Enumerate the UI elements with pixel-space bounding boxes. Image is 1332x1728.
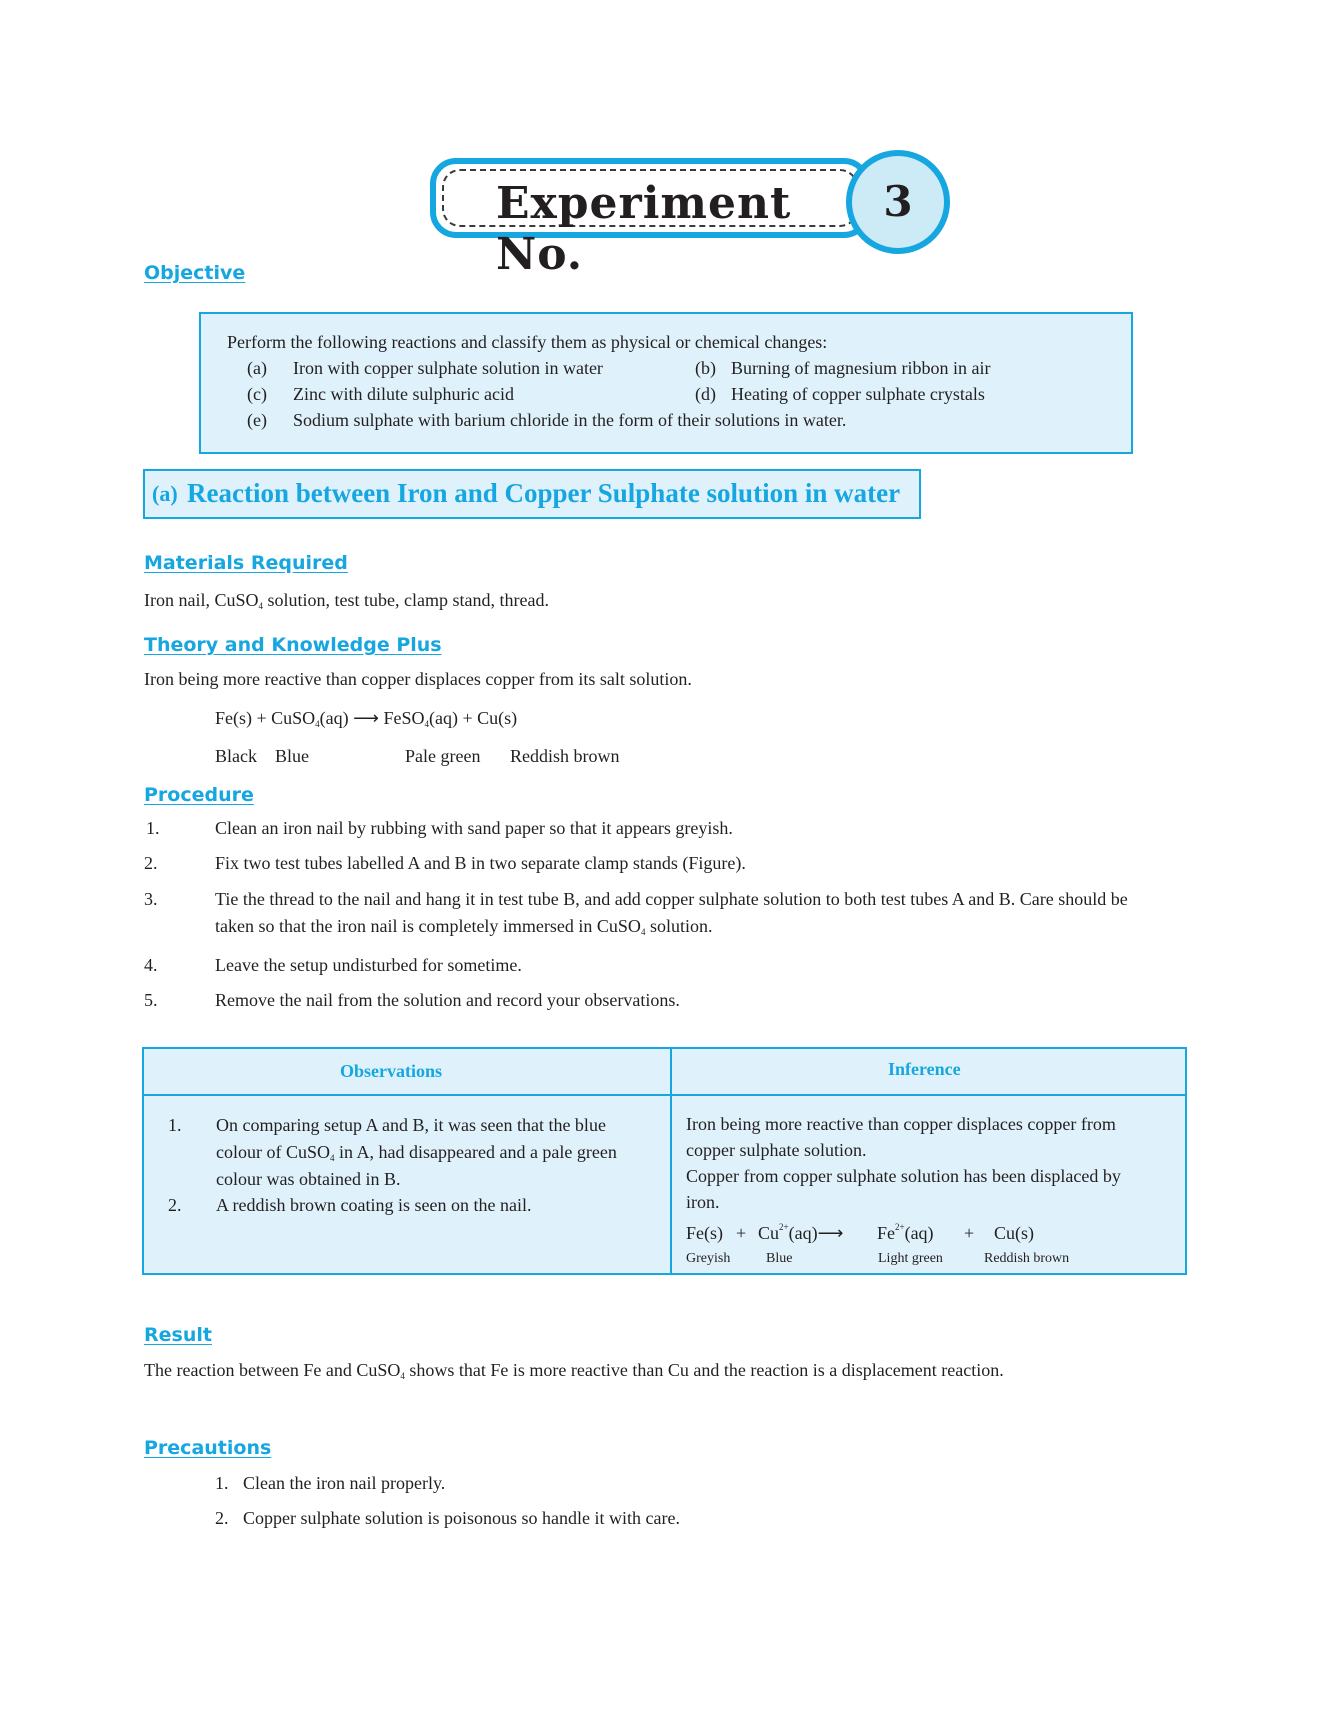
result-heading: Result <box>144 1324 212 1346</box>
result-text <box>144 1360 1004 1381</box>
objective-item-label: (a) <box>247 358 267 378</box>
procedure-step-number: 5. <box>144 990 158 1010</box>
procedure-step-number: 2. <box>144 853 158 873</box>
superscript: 2+ <box>895 1222 905 1232</box>
objective-box <box>199 312 1133 454</box>
text-part: The reaction between Fe and CuSO <box>144 1360 401 1380</box>
procedure-step-text <box>215 916 712 937</box>
objective-item-text: Zinc with dilute sulphuric acid <box>293 384 514 404</box>
inference-text: iron. <box>686 1192 720 1212</box>
objective-item-label: (e) <box>247 410 267 430</box>
text-part: in A, had disappeared and a pale green <box>334 1142 617 1162</box>
objective-intro: Perform the following reactions and classify them as physical or chemical changes: <box>227 332 828 352</box>
observation-number: 1. <box>168 1115 182 1135</box>
procedure-step-text: Remove the nail from the solution and record your observations. <box>215 990 680 1010</box>
objective-item-text: Sodium sulphate with barium chloride in the form of their solutions in water. <box>293 410 847 430</box>
reaction-arrow: ⟶ <box>817 1223 844 1243</box>
observations-table <box>142 1047 1187 1275</box>
text-part: (aq) <box>904 1223 934 1243</box>
text-part: Cu <box>758 1223 780 1243</box>
observation-text: On comparing setup A and B, it was seen that the blue <box>216 1115 606 1135</box>
objective-item-text: Iron with copper sulphate solution in water <box>293 358 603 378</box>
procedure-step-text: Fix two test tubes labelled A and B in two separate clamp stands (Figure). <box>215 853 746 873</box>
objective-item-text: Burning of magnesium ribbon in air <box>731 358 991 378</box>
procedure-step-text: Clean an iron nail by rubbing with sand paper so that it appears greyish. <box>215 818 733 838</box>
procedure-step-text: Leave the setup undisturbed for sometime. <box>215 955 522 975</box>
procedure-step-number: 3. <box>144 889 158 909</box>
objective-item-text: Heating of copper sulphate crystals <box>731 384 985 404</box>
inference-text: Iron being more reactive than copper displaces copper from <box>686 1114 1116 1134</box>
equation-part: (aq) ⟶ FeSO <box>319 708 425 728</box>
equation-label: Reddish brown <box>984 1251 1070 1266</box>
materials-text <box>144 590 549 611</box>
equation-label: Reddish brown <box>510 746 620 766</box>
equation-label: Greyish <box>686 1251 731 1266</box>
inference-text: copper sulphate solution. <box>686 1140 867 1160</box>
text-part: shows that Fe is more reactive than Cu and the reaction is a displacement reaction. <box>404 1360 1004 1380</box>
objective-item-label: (d) <box>695 384 716 404</box>
equation-plus: + <box>964 1223 975 1243</box>
procedure-heading: Procedure <box>144 784 254 806</box>
equation-term <box>758 1223 843 1244</box>
equation-term: Fe(s) <box>686 1223 723 1243</box>
equation-term: Cu(s) <box>994 1223 1034 1243</box>
observation-number: 2. <box>168 1195 182 1215</box>
precautions-heading: Precautions <box>144 1437 272 1459</box>
subscript: 4 <box>315 719 320 729</box>
observation-text: colour was obtained in B. <box>216 1169 401 1189</box>
text-part: taken so that the iron nail is completely immersed in CuSO <box>215 916 641 936</box>
equation-label: Light green <box>878 1251 943 1266</box>
procedure-step-number: 4. <box>144 955 158 975</box>
page-title: Experiment No. <box>496 178 792 280</box>
subscript: 4 <box>330 1153 335 1163</box>
precaution-text: Copper sulphate solution is poisonous so handle it with care. <box>243 1508 680 1528</box>
subscript: 4 <box>424 719 429 729</box>
observation-text: A reddish brown coating is seen on the nail. <box>216 1195 532 1215</box>
section-a-title: Reaction between Iron and Copper Sulphate solution in water <box>187 478 901 508</box>
equation-label: Pale green <box>405 746 481 766</box>
subscript: 4 <box>258 601 263 611</box>
experiment-number-badge: 3 <box>846 150 950 254</box>
text-part: Fe <box>877 1223 895 1243</box>
text-part: colour of CuSO <box>216 1142 330 1162</box>
equation-part: (aq) + Cu(s) <box>428 708 518 728</box>
table-column-divider <box>670 1049 672 1273</box>
table-header-observations: Observations <box>340 1061 443 1081</box>
superscript: 2+ <box>779 1222 789 1232</box>
equation-term <box>877 1223 934 1244</box>
theory-equation <box>215 708 517 729</box>
equation-label: Blue <box>275 746 309 766</box>
procedure-step-number: 1. <box>146 818 160 838</box>
subscript: 4 <box>400 1371 405 1381</box>
title-banner <box>430 158 870 280</box>
equation-label: Black <box>215 746 257 766</box>
theory-text: Iron being more reactive than copper displaces copper from its salt solution. <box>144 669 692 689</box>
precaution-number: 1. <box>215 1473 229 1493</box>
subscript: 4 <box>640 927 646 937</box>
inference-text: Copper from copper sulphate solution has been displaced by <box>686 1166 1121 1186</box>
precaution-text: Clean the iron nail properly. <box>243 1473 446 1493</box>
materials-heading: Materials Required <box>144 552 348 574</box>
equation-part: Fe(s) + CuSO <box>215 708 316 728</box>
table-header-divider <box>144 1094 1185 1096</box>
precaution-number: 2. <box>215 1508 229 1528</box>
section-a-title-box <box>143 469 921 519</box>
materials-text-part: Iron nail, CuSO <box>144 590 259 610</box>
section-a-letter: (a) <box>152 481 178 506</box>
procedure-step-text: Tie the thread to the nail and hang it in test tube B, and add copper sulphate solution to both test tubes A and B. Care should be <box>215 889 1128 909</box>
equation-label: Blue <box>766 1251 793 1266</box>
theory-heading: Theory and Knowledge Plus <box>144 634 442 656</box>
text-part: (aq) <box>788 1223 818 1243</box>
text-part: solution. <box>645 916 713 936</box>
table-header-inference: Inference <box>888 1059 961 1079</box>
objective-item-label: (c) <box>247 384 267 404</box>
observation-text <box>216 1142 617 1163</box>
objective-heading: Objective <box>144 262 246 284</box>
materials-text-part: solution, test tube, clamp stand, thread. <box>263 590 549 610</box>
objective-item-label: (b) <box>695 358 716 378</box>
equation-plus: + <box>736 1223 747 1243</box>
